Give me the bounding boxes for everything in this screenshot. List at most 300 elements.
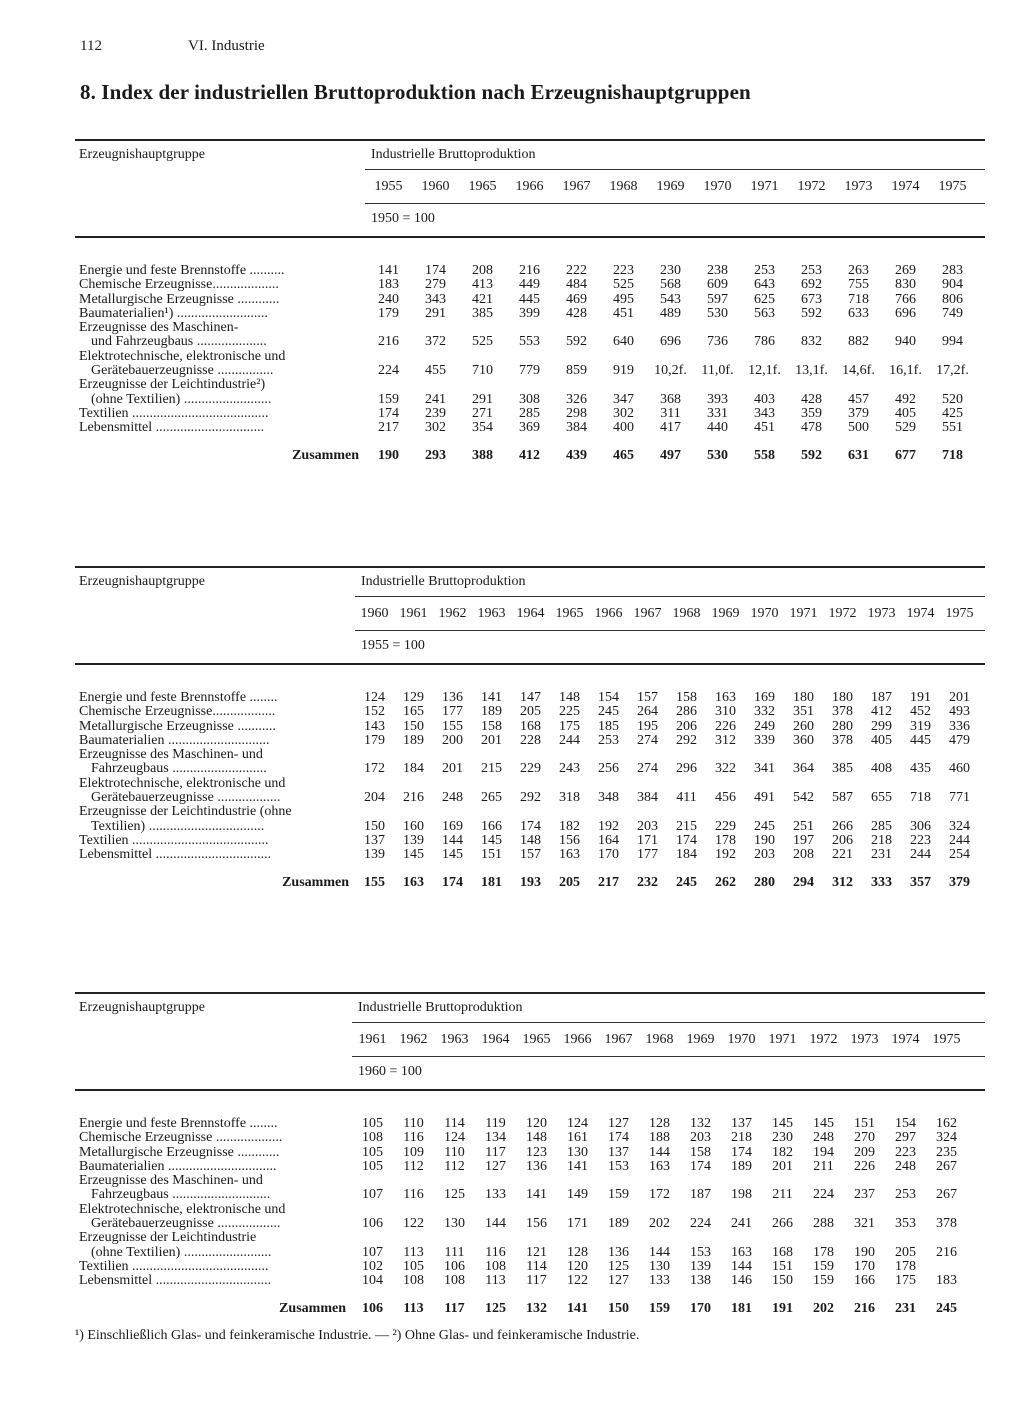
header-rule <box>365 169 985 170</box>
row-values <box>355 820 979 834</box>
cell-value: 201 <box>481 732 502 748</box>
cell-value: 189 <box>403 732 424 748</box>
cell-value: 302 <box>613 405 634 421</box>
cell-value: 154 <box>895 1116 916 1131</box>
row-values <box>365 307 976 321</box>
cell-value: 107 <box>362 1187 383 1203</box>
cell-value: 393 <box>707 391 728 407</box>
cell-value: 215 <box>676 818 697 834</box>
cell-value: 500 <box>848 420 869 436</box>
cell-value: 225 <box>559 704 580 720</box>
year-header: 1975 <box>932 1032 961 1047</box>
cell-value: 166 <box>481 818 502 834</box>
row-values <box>355 791 979 805</box>
cell-value: 319 <box>910 718 931 734</box>
total-value: 113 <box>403 1301 424 1316</box>
cell-value: 256 <box>598 761 619 777</box>
cell-value: 553 <box>519 334 540 350</box>
cell-value: 189 <box>608 1216 629 1232</box>
cell-value: 208 <box>793 847 814 863</box>
table-row <box>75 705 985 719</box>
row-label <box>79 1203 285 1232</box>
cell-value: 215 <box>481 761 502 777</box>
cell-value: 440 <box>707 420 728 436</box>
cell-value: 209 <box>854 1144 875 1160</box>
cell-value: 495 <box>613 291 634 307</box>
cell-value: 270 <box>854 1130 875 1146</box>
cell-value: 174 <box>425 263 446 278</box>
total-value: 181 <box>481 875 502 890</box>
cell-value: 201 <box>442 761 463 777</box>
cell-value: 452 <box>910 704 931 720</box>
cell-value: 385 <box>472 305 493 321</box>
cell-value: 428 <box>566 305 587 321</box>
cell-value: 339 <box>754 732 775 748</box>
cell-value: 110 <box>444 1144 465 1160</box>
row-label <box>79 720 276 734</box>
cell-value: 187 <box>871 690 892 705</box>
cell-value: 298 <box>566 405 587 421</box>
cell-value: 188 <box>649 1130 670 1146</box>
year-rule <box>352 1056 985 1057</box>
table-row <box>75 407 985 421</box>
cell-value: 148 <box>526 1130 547 1146</box>
cell-value: 150 <box>772 1273 793 1289</box>
year-header: 1964 <box>481 1032 510 1047</box>
cell-value: 241 <box>425 391 446 407</box>
cell-value: 182 <box>559 818 580 834</box>
cell-value: 408 <box>871 761 892 777</box>
cell-value: 151 <box>772 1258 793 1274</box>
cell-value: 223 <box>613 263 634 278</box>
cell-value: 417 <box>660 420 681 436</box>
cell-value: 179 <box>364 732 385 748</box>
cell-value: 180 <box>832 690 853 705</box>
cell-value: 372 <box>425 334 446 350</box>
table-row <box>75 691 985 705</box>
cell-value: 253 <box>598 732 619 748</box>
cell-value: 127 <box>485 1158 506 1174</box>
cell-value: 265 <box>481 790 502 806</box>
cell-value: 248 <box>895 1158 916 1174</box>
cell-value: 587 <box>832 790 853 806</box>
cell-value: 128 <box>567 1244 588 1260</box>
year-header: 1963 <box>440 1032 469 1047</box>
year-header: 1972 <box>809 1032 838 1047</box>
cell-value: 141 <box>378 263 399 278</box>
cell-value: 229 <box>715 818 736 834</box>
cell-value: 165 <box>403 704 424 720</box>
year-header: 1971 <box>750 179 779 194</box>
cell-value: 113 <box>485 1273 506 1289</box>
cell-value: 136 <box>608 1244 629 1260</box>
cell-value: 449 <box>519 277 540 293</box>
table-top-rule <box>75 992 985 994</box>
cell-value: 191 <box>910 690 931 705</box>
cell-value: 148 <box>520 832 541 848</box>
cell-value: 150 <box>403 718 424 734</box>
row-label-line: Lebensmittel ................................. <box>79 1273 272 1289</box>
table-row <box>75 1203 985 1232</box>
cell-value: 145 <box>813 1116 834 1131</box>
row-values <box>352 1146 967 1160</box>
cell-value: 360 <box>793 732 814 748</box>
total-value: 718 <box>942 448 963 463</box>
cell-value: 766 <box>895 291 916 307</box>
total-value: 231 <box>895 1301 916 1316</box>
total-value: 217 <box>598 875 619 890</box>
cell-value: 421 <box>472 291 493 307</box>
row-label-line: Erzeugnisse der Leichtindustrie (ohne <box>79 804 292 820</box>
cell-value: 122 <box>403 1216 424 1232</box>
year-header: 1961 <box>399 606 428 621</box>
cell-value: 248 <box>442 790 463 806</box>
total-value: 592 <box>801 448 822 463</box>
cell-value: 347 <box>613 391 634 407</box>
row-label <box>79 734 270 748</box>
row-label-line: und Fahrzeugbaus .................... <box>91 334 267 350</box>
cell-value: 221 <box>832 847 853 863</box>
row-label-line: Gerätebauerzeugnisse ................ <box>91 363 274 379</box>
cell-value: 226 <box>715 718 736 734</box>
cell-value: 156 <box>559 832 580 848</box>
table-1955-base <box>75 566 985 896</box>
cell-value: 174 <box>378 405 399 421</box>
cell-value: 163 <box>559 847 580 863</box>
cell-value: 174 <box>520 818 541 834</box>
cell-value: 529 <box>895 420 916 436</box>
cell-value: 379 <box>848 405 869 421</box>
row-label <box>79 278 279 292</box>
year-header: 1962 <box>399 1032 428 1047</box>
cell-value: 412 <box>871 704 892 720</box>
row-label <box>79 777 285 806</box>
cell-value: 179 <box>378 305 399 321</box>
cell-value: 108 <box>362 1130 383 1146</box>
cell-value: 274 <box>637 732 658 748</box>
row-label <box>79 1131 282 1145</box>
cell-value: 150 <box>364 818 385 834</box>
row-label-line: Elektrotechnische, elektronische und <box>79 1201 286 1217</box>
cell-value: 385 <box>832 761 853 777</box>
cell-value: 469 <box>566 291 587 307</box>
cell-value: 104 <box>362 1273 383 1289</box>
table-row <box>75 421 985 435</box>
cell-value: 384 <box>637 790 658 806</box>
year-header: 1972 <box>828 606 857 621</box>
cell-value: 151 <box>854 1116 875 1131</box>
row-label-line: Gerätebauerzeugnisse .................. <box>91 1216 281 1232</box>
cell-value: 830 <box>895 277 916 293</box>
cell-value: 117 <box>485 1144 506 1160</box>
year-header: 1974 <box>906 606 935 621</box>
cell-value: 264 <box>637 704 658 720</box>
total-label: Zusammen <box>282 875 349 890</box>
cell-value: 625 <box>754 291 775 307</box>
cell-value: 542 <box>793 790 814 806</box>
cell-value: 105 <box>362 1116 383 1131</box>
row-label <box>79 421 264 435</box>
cell-value: 457 <box>848 391 869 407</box>
cell-value: 364 <box>793 761 814 777</box>
row-values <box>352 1131 967 1145</box>
cell-value: 134 <box>485 1130 506 1146</box>
row-label <box>79 378 271 407</box>
cell-value: 144 <box>485 1216 506 1232</box>
year-header: 1969 <box>686 1032 715 1047</box>
cell-value: 108 <box>403 1273 424 1289</box>
cell-value: 224 <box>690 1216 711 1232</box>
cell-value: 206 <box>676 718 697 734</box>
year-header: 1973 <box>844 179 873 194</box>
row-label <box>79 1231 271 1260</box>
cell-value: 144 <box>442 832 463 848</box>
row-values <box>352 1260 926 1274</box>
year-header: 1960 <box>360 606 389 621</box>
cell-value: 403 <box>754 391 775 407</box>
cell-value: 348 <box>598 790 619 806</box>
cell-value: 14,6f. <box>842 363 875 379</box>
total-value: 245 <box>936 1301 957 1316</box>
cell-value: 122 <box>567 1273 588 1289</box>
cell-value: 520 <box>942 391 963 407</box>
cell-value: 157 <box>637 690 658 705</box>
cell-value: 120 <box>567 1258 588 1274</box>
table-row <box>75 321 985 350</box>
table-row <box>75 1146 985 1160</box>
cell-value: 205 <box>520 704 541 720</box>
table-row <box>75 848 985 862</box>
cell-value: 169 <box>442 818 463 834</box>
row-label-line: Chemische Erzeugnisse.................. <box>79 704 276 720</box>
section-title: VI. Industrie <box>188 38 265 54</box>
cell-value: 493 <box>949 704 970 720</box>
cell-value: 205 <box>895 1244 916 1260</box>
cell-value: 224 <box>378 363 399 379</box>
cell-value: 127 <box>608 1116 629 1131</box>
table-row <box>75 734 985 748</box>
column-group-header: Industrielle Bruttoproduktion <box>361 574 526 589</box>
row-values <box>365 264 976 278</box>
cell-value: 197 <box>793 832 814 848</box>
cell-value: 308 <box>519 391 540 407</box>
row-label-line: Fahrzeugbaus ........................... <box>91 761 267 777</box>
row-values <box>365 421 976 435</box>
cell-value: 343 <box>754 405 775 421</box>
cell-value: 633 <box>848 305 869 321</box>
row-label <box>79 691 278 705</box>
row-values <box>365 407 976 421</box>
cell-value: 178 <box>715 832 736 848</box>
table-row <box>75 293 985 307</box>
cell-value: 149 <box>567 1187 588 1203</box>
cell-value: 130 <box>649 1258 670 1274</box>
total-value: 106 <box>362 1301 383 1316</box>
cell-value: 108 <box>444 1273 465 1289</box>
cell-value: 267 <box>936 1187 957 1203</box>
cell-value: 274 <box>637 761 658 777</box>
cell-value: 144 <box>649 1144 670 1160</box>
cell-value: 218 <box>731 1130 752 1146</box>
cell-value: 16,1f. <box>889 363 922 379</box>
cell-value: 378 <box>832 704 853 720</box>
row-values <box>355 691 979 705</box>
year-header: 1970 <box>703 179 732 194</box>
header-bottom-rule <box>75 1089 985 1091</box>
row-label <box>79 705 275 719</box>
cell-value: 204 <box>364 790 385 806</box>
cell-value: 435 <box>910 761 931 777</box>
cell-value: 296 <box>676 761 697 777</box>
cell-value: 445 <box>519 291 540 307</box>
cell-value: 696 <box>895 305 916 321</box>
cell-value: 994 <box>942 334 963 350</box>
data-rows <box>75 1117 985 1289</box>
cell-value: 492 <box>895 391 916 407</box>
cell-value: 478 <box>801 420 822 436</box>
total-value: 294 <box>793 875 814 890</box>
cell-value: 124 <box>444 1130 465 1146</box>
cell-value: 139 <box>364 847 385 863</box>
cell-value: 248 <box>813 1130 834 1146</box>
cell-value: 479 <box>949 732 970 748</box>
year-header: 1974 <box>891 1032 920 1047</box>
cell-value: 203 <box>690 1130 711 1146</box>
row-label-line: Energie und feste Brennstoffe .......... <box>79 263 285 278</box>
cell-value: 11,0f. <box>701 363 734 379</box>
cell-value: 12,1f. <box>748 363 781 379</box>
cell-value: 177 <box>637 847 658 863</box>
cell-value: 543 <box>660 291 681 307</box>
cell-value: 592 <box>566 334 587 350</box>
row-values <box>365 393 976 407</box>
cell-value: 169 <box>754 690 775 705</box>
cell-value: 148 <box>559 690 580 705</box>
row-label <box>79 1117 278 1131</box>
cell-value: 343 <box>425 291 446 307</box>
cell-value: 525 <box>472 334 493 350</box>
cell-value: 183 <box>936 1273 957 1289</box>
cell-value: 157 <box>520 847 541 863</box>
cell-value: 240 <box>378 291 399 307</box>
total-value: 677 <box>895 448 916 463</box>
cell-value: 125 <box>608 1258 629 1274</box>
cell-value: 184 <box>403 761 424 777</box>
cell-value: 200 <box>442 732 463 748</box>
cell-value: 266 <box>832 818 853 834</box>
year-header: 1970 <box>727 1032 756 1047</box>
cell-value: 144 <box>649 1244 670 1260</box>
row-label-line: Textilien ....................................... <box>79 405 269 421</box>
page-header <box>80 38 265 55</box>
total-value: 497 <box>660 448 681 463</box>
cell-value: 244 <box>949 832 970 848</box>
total-value: 202 <box>813 1301 834 1316</box>
year-header: 1965 <box>468 179 497 194</box>
table-1950-base <box>75 139 985 469</box>
cell-value: 286 <box>676 704 697 720</box>
total-value: 379 <box>949 875 970 890</box>
row-values <box>355 762 979 776</box>
table-row <box>75 1131 985 1145</box>
cell-value: 147 <box>520 690 541 705</box>
cell-value: 170 <box>598 847 619 863</box>
cell-value: 291 <box>472 391 493 407</box>
cell-value: 597 <box>707 291 728 307</box>
table-row <box>75 1274 985 1288</box>
cell-value: 326 <box>566 391 587 407</box>
row-label-line: Lebensmittel ................................. <box>79 847 272 863</box>
cell-value: 297 <box>895 1130 916 1146</box>
cell-value: 164 <box>598 832 619 848</box>
cell-value: 201 <box>772 1158 793 1174</box>
row-label <box>79 407 269 421</box>
cell-value: 451 <box>613 305 634 321</box>
year-header: 1967 <box>633 606 662 621</box>
cell-value: 187 <box>690 1187 711 1203</box>
total-label: Zusammen <box>292 448 359 463</box>
total-value: 155 <box>364 875 385 890</box>
cell-value: 137 <box>731 1116 752 1131</box>
row-values <box>365 364 976 378</box>
cell-value: 405 <box>871 732 892 748</box>
cell-value: 696 <box>660 334 681 350</box>
year-header: 1963 <box>477 606 506 621</box>
row-values <box>355 734 979 748</box>
cell-value: 160 <box>403 818 424 834</box>
cell-value: 139 <box>403 832 424 848</box>
cell-value: 904 <box>942 277 963 293</box>
total-value: 558 <box>754 448 775 463</box>
year-header: 1968 <box>609 179 638 194</box>
cell-value: 124 <box>364 690 385 705</box>
row-values <box>365 278 976 292</box>
row-label-line: Lebensmittel ............................... <box>79 420 265 436</box>
column-header-label: Erzeugnishauptgruppe <box>79 147 205 162</box>
column-header-label: Erzeugnishauptgruppe <box>79 1000 205 1015</box>
cell-value: 786 <box>754 334 775 350</box>
cell-value: 105 <box>362 1144 383 1160</box>
cell-value: 107 <box>362 1244 383 1260</box>
cell-value: 141 <box>567 1158 588 1174</box>
header-bottom-rule <box>75 236 985 238</box>
cell-value: 882 <box>848 334 869 350</box>
cell-value: 202 <box>649 1216 670 1232</box>
total-value: 159 <box>649 1301 670 1316</box>
row-label-line: Energie und feste Brennstoffe ........ <box>79 690 278 705</box>
year-header: 1962 <box>438 606 467 621</box>
year-header: 1966 <box>594 606 623 621</box>
year-header: 1968 <box>645 1032 674 1047</box>
row-values <box>352 1274 967 1288</box>
cell-value: 190 <box>854 1244 875 1260</box>
cell-value: 133 <box>485 1187 506 1203</box>
row-label-line: Erzeugnisse der Leichtindustrie²) <box>79 377 266 393</box>
cell-value: 411 <box>676 790 697 806</box>
row-label-line: Baumaterialien¹) .......................... <box>79 305 268 321</box>
year-header-row <box>352 1032 967 1048</box>
cell-value: 121 <box>526 1244 547 1260</box>
cell-value: 145 <box>481 832 502 848</box>
cell-value: 156 <box>526 1216 547 1232</box>
cell-value: 189 <box>731 1158 752 1174</box>
year-header: 1975 <box>938 179 967 194</box>
year-header: 1971 <box>768 1032 797 1047</box>
total-value: 170 <box>690 1301 711 1316</box>
row-values <box>352 1188 967 1202</box>
cell-value: 145 <box>772 1116 793 1131</box>
cell-value: 159 <box>813 1273 834 1289</box>
